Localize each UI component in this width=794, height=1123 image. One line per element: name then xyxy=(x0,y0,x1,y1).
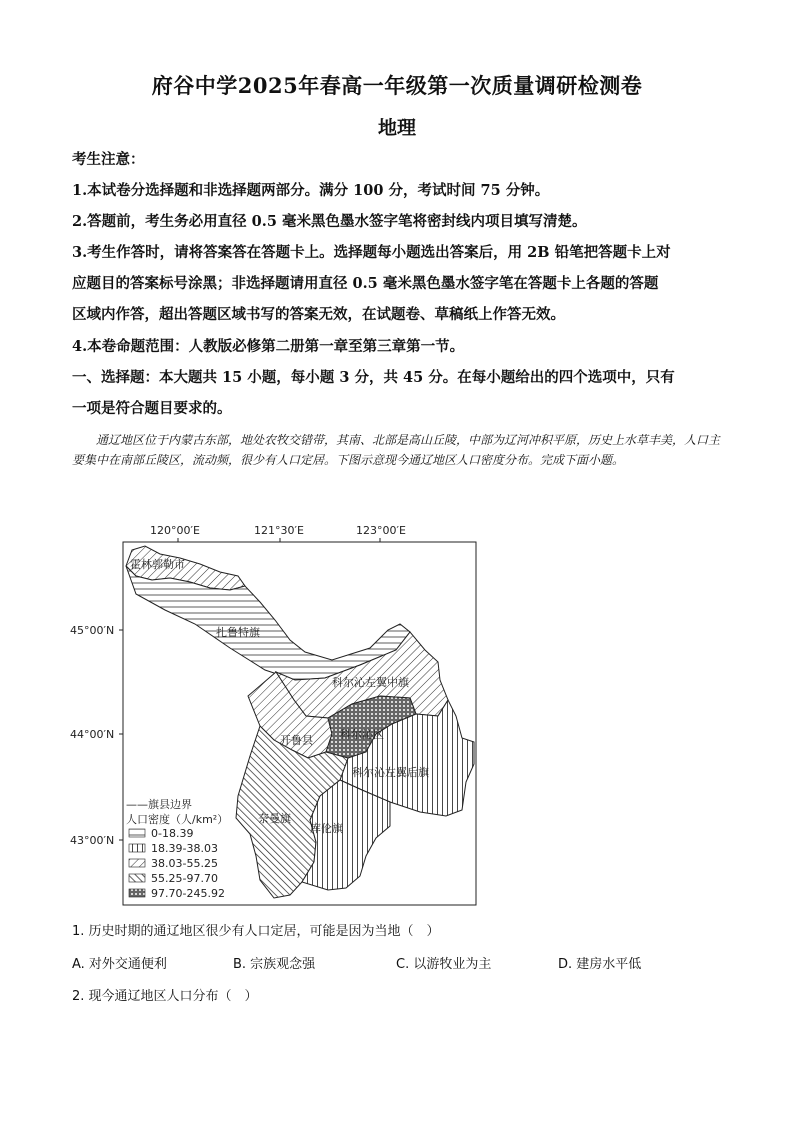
question-1-option-a[interactable]: A. 对外交通便利 xyxy=(72,957,167,972)
notice-item-3c: 区域内作答，超出答题区域书写的答案无效，在试题卷、草稿纸上作答无效。 xyxy=(72,306,565,323)
notice-heading: 考生注意： xyxy=(72,151,145,168)
question-1-option-c[interactable]: C. 以游牧业为主 xyxy=(396,957,492,972)
latitude-ticks xyxy=(70,624,123,847)
notice-item-3b: 应题目的答案标号涂黑；非选择题请用直径 0.5 毫米黑色墨水签字笔在答题卡上各题的答题 xyxy=(72,275,659,292)
passage-text: 通辽地区位于内蒙古东部，地处农牧交错带，其南、北部是高山丘陵，中部为辽河冲积平原，历史上水草丰美，人口主要集中在南部丘陵区，流动频，很少有人口定居。下图示意现今通辽地区人口密度分布。完成下面小题。 xyxy=(72,433,721,467)
notice-item-4: 4.本卷命题范围：人教版必修第二册第一章至第三章第一节。 xyxy=(72,338,465,355)
lat-label-3: 43°00′N xyxy=(70,834,115,847)
question-1-stem: 1. 历史时期的通辽地区很少有人口定居，可能是因为当地（ ） xyxy=(72,924,440,939)
label-kulun: 库伦旗 xyxy=(310,822,343,835)
label-zhalute: 扎鲁特旗 xyxy=(216,626,260,639)
section-heading-line1: 一、选择题：本大题共 15 小题，每小题 3 分，共 45 分。在每小题给出的四个选项中，只有 xyxy=(72,369,675,386)
legend-item-3: 38.03-55.25 xyxy=(151,857,218,870)
lon-label-3: 123°00′E xyxy=(356,524,406,537)
section-heading-line2: 一项是符合题目要求的。 xyxy=(72,400,232,417)
lat-label-2: 44°00′N xyxy=(70,728,115,741)
legend-item-2: 18.39-38.03 xyxy=(151,842,218,855)
population-density-map xyxy=(70,520,490,915)
notice-item-2: 2.答题前，考生务必用直径 0.5 毫米黑色墨水签字笔将密封线内项目填写清楚。 xyxy=(72,213,587,230)
lon-label-2: 121°30′E xyxy=(254,524,304,537)
label-kezuozhong: 科尔沁左翼中旗 xyxy=(332,676,409,689)
subject-title: 地理 xyxy=(377,117,416,139)
legend-title: 人口密度（人/km²） xyxy=(126,813,229,826)
lat-label-1: 45°00′N xyxy=(70,624,115,637)
legend-item-4: 55.25-97.70 xyxy=(151,872,218,885)
label-huolinguole: 霍林郭勒市 xyxy=(130,558,185,571)
legend-boundary: ——旗县边界 xyxy=(126,798,192,811)
legend-item-5: 97.70-245.92 xyxy=(151,887,225,900)
notice-item-1: 1.本试卷分选择题和非选择题两部分。满分 100 分，考试时间 75 分钟。 xyxy=(72,182,550,199)
map-legend xyxy=(126,797,228,900)
label-naiman: 奈曼旗 xyxy=(258,812,291,825)
notice-item-3a: 3.考生作答时，请将答案答在答题卡上。选择题每小题选出答案后，用 2B 铅笔把答题卡上对 xyxy=(72,244,671,261)
label-kailu: 开鲁县 xyxy=(280,734,313,747)
question-1-option-d[interactable]: D. 建房水平低 xyxy=(558,957,642,972)
label-kezuohou: 科尔沁左翼后旗 xyxy=(352,766,429,779)
reading-passage xyxy=(72,430,722,481)
exam-title: 府谷中学2025年春高一年级第一次质量调研检测卷 xyxy=(151,73,643,98)
question-2-stem: 2. 现今通辽地区人口分布（ ） xyxy=(72,989,258,1004)
label-horqin: 科尔沁区 xyxy=(340,728,384,741)
longitude-ticks xyxy=(150,524,406,542)
legend-item-1: 0-18.39 xyxy=(151,827,194,840)
lon-label-1: 120°00′E xyxy=(150,524,200,537)
question-1-option-b[interactable]: B. 宗族观念强 xyxy=(233,957,316,972)
